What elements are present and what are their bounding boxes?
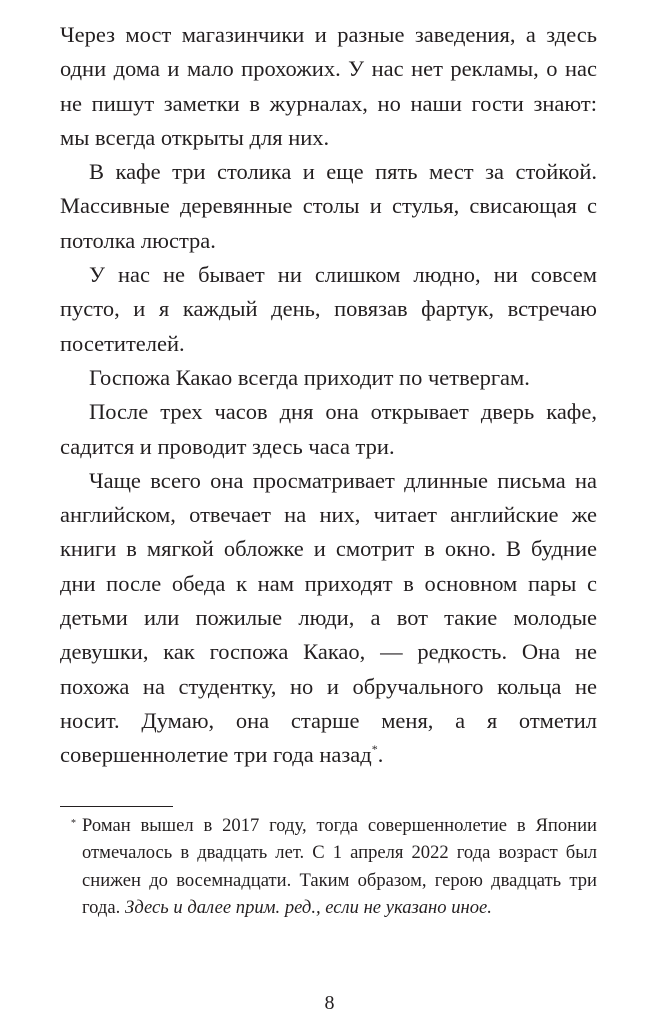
footnote-editor-note: Здесь и далее прим. ред., если не указано иное.	[124, 896, 492, 918]
page-number: 8	[324, 992, 335, 1014]
paragraph-3: У нас не бывает ни слишком людно, ни совсем пусто, и я каждый день, повязав фартук, встречаю посетителей.	[60, 262, 597, 356]
paragraph-6: Чаще всего она просматривает длинные письма на английском, отвечает на них, читает английские же книги в мягкой обложке и смотрит в окно. В будние дни после обеда к нам приходят в основном пары с детьми или пожилые люди, а вот такие молодые девушки, как госпожа Какао, — редкость. Она не похожа на студентку, но и обручального кольца не носит. Думаю, она старше меня, а я отметил совершеннолетие три года назад*.	[60, 467, 597, 768]
paragraph-1: Через мост магазинчики и разные заведения, а здесь одни дома и мало прохожих. У нас нет рекламы, о нас не пишут заметки в журналах, но наши гости знают: мы всегда открыты для них.	[60, 22, 597, 150]
footnote-mark[interactable]: *	[371, 742, 378, 757]
footnote-body	[71, 812, 597, 921]
footnote-ref-mark: *	[71, 818, 76, 829]
footnote	[60, 812, 597, 921]
footnote-text: Роман вышел в 2017 году, тогда совершеннолетие в Японии отмечалось в двадцать лет. С 1 апреля 2022 года возраст был снижен до восемнадцати. Таким образом, герою двадцать три года.	[82, 815, 597, 918]
footnote-divider	[60, 806, 173, 807]
paragraph-4: Госпожа Какао всегда приходит по четвергам.	[89, 364, 530, 390]
body-text	[60, 18, 597, 773]
main-text	[60, 18, 597, 773]
paragraph-2: В кафе три столика и еще пять мест за стойкой. Массивные деревянные столы и стулья, свисающая с потолка люстра.	[60, 159, 597, 253]
paragraph-5: После трех часов дня она открывает дверь кафе, садится и проводит здесь часа три.	[60, 399, 597, 459]
paragraph-6-text: Чаще всего она просматривает длинные письма на английском, отвечает на них, читает английские же книги в мягкой обложке и смотрит в окно. В будние дни после обеда к нам приходят в основном пары с детьми или пожилые люди, а вот такие молодые девушки, как госпожа Какао, — редкость. Она не похожа на студентку, но и обручального кольца не носит. Думаю, она старше меня, а я отметил совершеннолетие три года назад	[60, 467, 597, 768]
